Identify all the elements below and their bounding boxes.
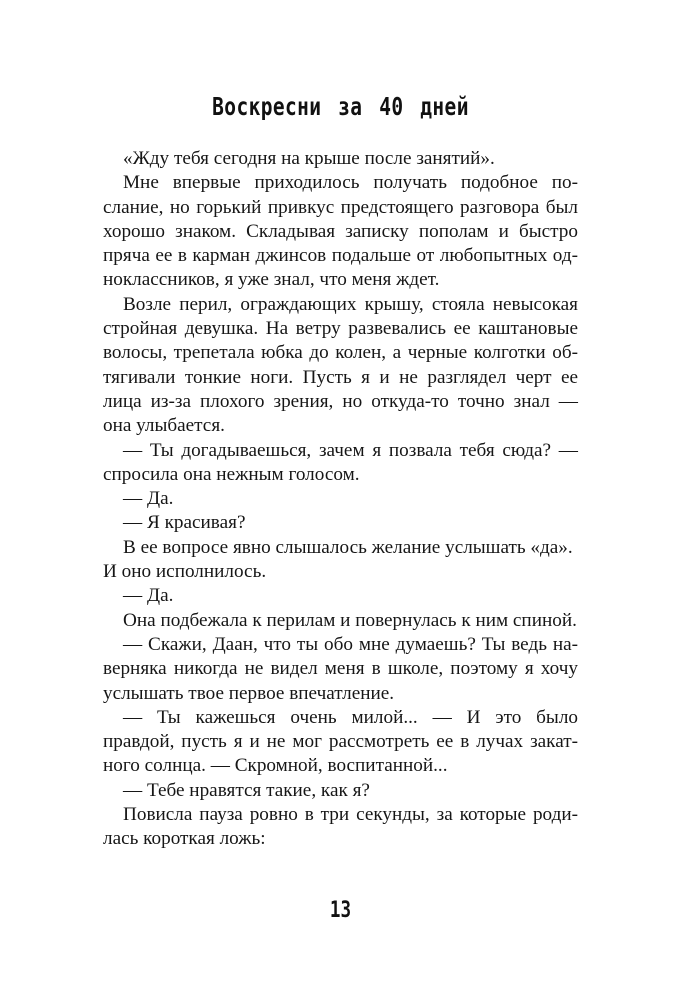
text-line: верняка никогда не видел меня в школе, поэтому я хочу [103,658,578,680]
text-line: Мне впервые приходилось получать подобное по- [123,172,578,194]
text-line: стройная девушка. На ветру развевались ее каштановые [103,318,578,340]
text-line: ного солнца. — Скромной, воспитанной... [103,755,448,777]
text-line: пряча ее в карман джинсов подальше от любопытных од- [103,245,578,267]
page-number: 13 [329,898,352,923]
text-line: Она подбежала к перилам и повернулась к ним спиной. [123,609,577,631]
text-line: спросила она нежным голосом. [103,463,360,485]
text-line: лась короткая ложь: [103,828,266,850]
text-line: «Жду тебя сегодня на крыше после занятий». [123,148,495,169]
text-line: И оно исполнилось. [103,561,267,583]
text-line: — Ты кажешься очень милой... — И это было [123,706,578,728]
text-line: В ее вопросе явно слышалось желание услышать «да». [123,536,573,558]
running-head-title: Воскресни за 40 дней [212,92,469,121]
text-line: услышать твое первое впечатление. [103,682,395,704]
text-line: Возле перил, ограждающих крышу, стояла невысокая [123,293,578,315]
text-line: — Ты догадываешься, зачем я позвала тебя сюда? — [123,439,578,461]
body-text [103,147,578,852]
text-line: лица из-за плохого зрения, но откуда-то точно знал — [103,390,578,412]
text-line: она улыбается. [103,415,225,437]
text-line: тягивали тонкие ноги. Пусть я и не разглядел черт ее [103,366,578,388]
text-line: — Тебе нравятся такие, как я? [123,779,370,801]
text-line: хорошо знаком. Складывая записку пополам и быстро [103,220,578,242]
text-line: — Скажи, Даан, что ты обо мне думаешь? Ты ведь на- [123,633,578,655]
text-line: — Да. [123,585,174,607]
text-line: слание, но горький привкус предстоящего разговора был [103,196,578,218]
text-line: Повисла пауза ровно в три секунды, за которые роди- [123,804,578,826]
text-line: правдой, пусть я и не мог рассмотреть ее в лучах закат- [103,731,578,753]
text-line: ноклассников, я уже знал, что меня ждет. [103,269,440,291]
text-line: волосы, трепетала юбка до колен, а черные колготки об- [103,342,578,364]
text-line: — Да. [123,488,174,510]
text-line: — Я красивая? [123,512,246,534]
